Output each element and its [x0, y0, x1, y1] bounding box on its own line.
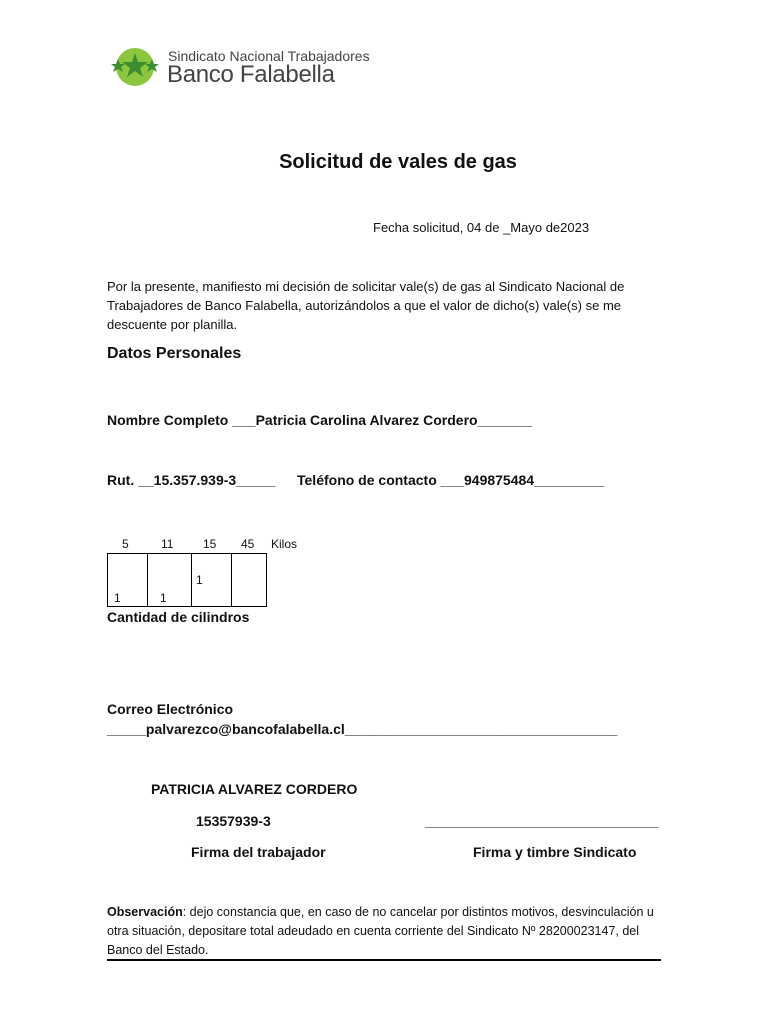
worker-name: PATRICIA ALVAREZ CORDERO	[151, 781, 358, 797]
worker-rut: 15357939-3	[196, 813, 271, 829]
section-title: Datos Personales	[107, 345, 242, 362]
cylinder-qty-5: 1	[114, 591, 121, 605]
observation-text: : dejo constancia que, en caso de no cancelar por distintos motivos, desvinculación u otra situación, depositare total adeudado en cuenta corriente del Sindicato Nº 28200023147, del Banco del Estado.	[107, 905, 654, 957]
cylinder-qty-15: 1	[196, 573, 203, 587]
intro-paragraph: Por la presente, manifiesto mi decisión de solicitar vale(s) de gas al Sindicato Nacional de Trabajadores de Banco Falabella, autorizándolos a que el valor de dicho(s) vale(s) se me descuente por planilla.	[107, 279, 625, 332]
cylinder-quantity-table	[107, 553, 267, 607]
cylinder-label: Cantidad de cilindros	[107, 609, 250, 625]
worker-signature-label: Firma del trabajador	[191, 844, 326, 860]
cylinder-unit: Kilos	[271, 537, 298, 551]
email-label: Correo Electrónico	[107, 701, 234, 717]
logo-union-name: Sindicato Nacional Trabajadores	[168, 48, 370, 64]
cylinder-cell-11	[148, 554, 192, 606]
page-title: Solicitud de vales de gas	[279, 151, 517, 173]
cylinder-cell-45	[232, 554, 266, 606]
cylinder-size-45: 45	[241, 537, 255, 551]
request-date: Fecha solicitud, 04 de _Mayo de2023	[373, 220, 590, 235]
cylinder-cell-15	[192, 554, 232, 606]
logo-bank-name: Banco Falabella	[167, 61, 335, 88]
cylinder-size-15: 15	[203, 537, 217, 551]
cylinder-cell-5	[108, 554, 148, 606]
cylinder-qty-11: 1	[160, 591, 167, 605]
cylinder-size-11: 11	[161, 537, 174, 551]
bottom-divider	[107, 959, 661, 961]
phone-field: Teléfono de contacto ___949875484_________	[297, 472, 605, 488]
observation-label: Observación	[107, 905, 183, 919]
email-value: _____palvarezco@bancofalabella.cl___________________________________	[107, 721, 618, 737]
header-logo	[108, 42, 368, 92]
union-signature-line: ______________________________	[425, 813, 659, 829]
rut-field: Rut. __15.357.939-3_____	[107, 472, 276, 488]
star-logo-icon	[108, 47, 162, 87]
observation-paragraph	[107, 903, 667, 960]
union-signature-label: Firma y timbre Sindicato	[473, 844, 637, 860]
full-name-field: Nombre Completo ___Patricia Carolina Alvarez Cordero_______	[107, 412, 533, 428]
cylinder-size-5: 5	[122, 537, 129, 551]
